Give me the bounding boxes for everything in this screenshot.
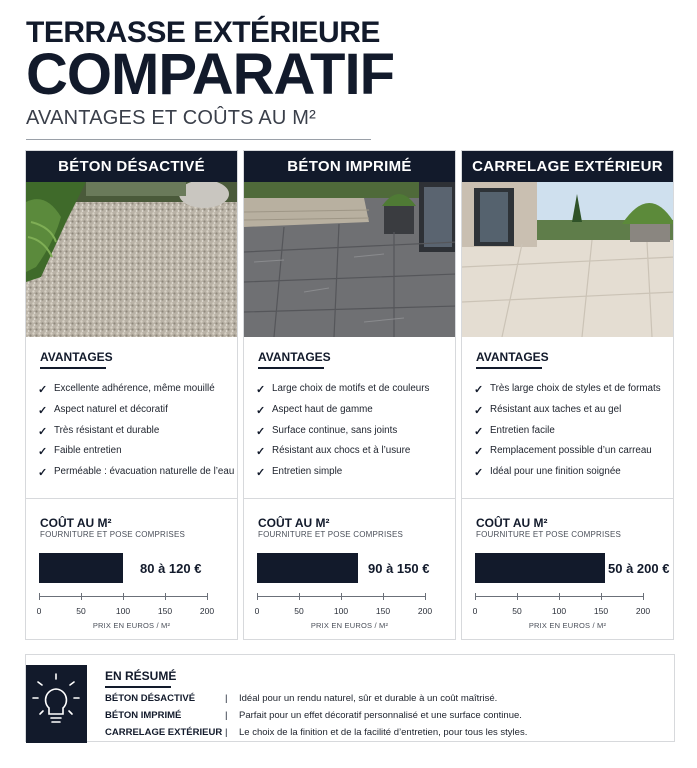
list-item: ✓ Surface continue, sans joints [256, 424, 398, 438]
axis-tick-label: 50 [76, 606, 86, 616]
advantages-list [38, 381, 234, 485]
cost-subtitle: FOURNITURE ET POSE COMPRISES [476, 530, 622, 539]
card-title: BÉTON DÉSACTIVÉ [26, 151, 237, 182]
axis-tick [257, 593, 258, 600]
comparison-cards [25, 150, 675, 640]
outdoor-tiles-photo [462, 182, 673, 337]
price-range: 50 à 200 € [608, 561, 670, 576]
cost-subtitle: FOURNITURE ET POSE COMPRISES [40, 530, 186, 539]
axis-tick [601, 593, 602, 600]
list-item: ✓ Entretien simple [256, 466, 343, 480]
advantages-underline [40, 367, 106, 369]
summary-box: EN RÉSUMÉ BÉTON DÉSACTIVÉ | Idéal pour un rendu naturel, sûr et durable à un coût maîtrisé. BÉTON IMPRIMÉ | Parfait pour un effet décoratif personnalisé et une surface continue. CARRELAGE EXTÉRIEUR | Le choix de la finition et de la facilité d’entretien, pour tous les styles. [25, 654, 675, 742]
axis-tick-label: 200 [635, 606, 651, 616]
list-item: ✓ Faible entretien [38, 445, 122, 459]
section-divider [244, 498, 455, 499]
axis-tick-label: 50 [294, 606, 304, 616]
check-icon: ✓ [474, 404, 484, 417]
axis-tick [475, 593, 476, 600]
list-item: ✓ Résistant aux taches et au gel [474, 403, 622, 417]
axis-caption: PRIX EN EUROS / M² [528, 621, 607, 630]
axis-tick [341, 593, 342, 600]
axis-tick-label: 0 [472, 606, 478, 616]
check-icon: ✓ [256, 425, 266, 438]
axis-tick [517, 593, 518, 600]
cost-title: COÛT AU M² [258, 516, 330, 530]
cost-subtitle: FOURNITURE ET POSE COMPRISES [258, 530, 404, 539]
list-item: ✓ Entretien facile [474, 424, 555, 438]
list-item: ✓ Excellente adhérence, même mouillé [38, 383, 215, 396]
axis-tick [207, 593, 208, 600]
axis-tick-label: 200 [199, 606, 215, 616]
list-item: ✓ Aspect haut de gamme [256, 403, 373, 417]
card-carrelage-exterieur [461, 150, 674, 640]
cost-title: COÛT AU M² [476, 516, 548, 530]
exposed-aggregate-concrete-photo [26, 182, 237, 337]
list-item: ✓ Idéal pour une finition soignée [474, 466, 621, 480]
axis-tick [39, 593, 40, 600]
axis-tick [425, 593, 426, 600]
card-title: BÉTON IMPRIMÉ [244, 151, 455, 182]
header-divider [26, 139, 371, 140]
axis-tick-label: 50 [512, 606, 522, 616]
check-icon: ✓ [38, 446, 48, 459]
check-icon: ✓ [256, 446, 266, 459]
cost-bar [475, 553, 605, 583]
card-beton-desactive [25, 150, 238, 640]
advantages-list [474, 381, 661, 485]
list-item: ✓ Perméable : évacuation naturelle de l’eau [38, 466, 235, 480]
axis-tick [559, 593, 560, 600]
card-beton-imprime [243, 150, 456, 640]
axis-tick-label: 150 [375, 606, 391, 616]
title-line-2: COMPARATIF [26, 42, 395, 107]
title-line-1: TERRASSE EXTÉRIEURE [26, 16, 380, 49]
check-icon: ✓ [38, 404, 48, 417]
axis-tick-label: 100 [333, 606, 349, 616]
advantages-list [256, 381, 429, 485]
axis-tick-label: 100 [551, 606, 567, 616]
check-icon: ✓ [256, 467, 266, 480]
header [26, 16, 395, 140]
check-icon: ✓ [256, 404, 266, 417]
axis-tick [643, 593, 644, 600]
advantages-title: AVANTAGES [258, 350, 331, 364]
list-item: ✓ Résistant aux chocs et à l’usure [256, 445, 411, 459]
card-title: CARRELAGE EXTÉRIEUR [462, 151, 673, 182]
price-range: 90 à 150 € [368, 561, 430, 576]
cost-bar [257, 553, 358, 583]
advantages-underline [258, 367, 324, 369]
summary-title: EN RÉSUMÉ [105, 669, 177, 683]
subtitle: AVANTAGES ET COÛTS AU M² [26, 107, 317, 129]
axis-tick-label: 100 [115, 606, 131, 616]
axis-tick-label: 200 [417, 606, 433, 616]
axis-tick [81, 593, 82, 600]
list-item: ✓ Large choix de motifs et de couleurs [256, 383, 430, 396]
price-range: 80 à 120 € [140, 561, 202, 576]
axis-tick-label: 150 [157, 606, 173, 616]
axis-caption: PRIX EN EUROS / M² [92, 621, 171, 630]
section-divider [462, 498, 673, 499]
advantages-title: AVANTAGES [476, 350, 549, 364]
axis-tick [123, 593, 124, 600]
advantages-underline [476, 367, 542, 369]
list-item: ✓ Remplacement possible d’un carreau [474, 445, 652, 459]
axis-tick-label: 0 [36, 606, 42, 616]
list-item: ✓ Très résistant et durable [38, 424, 160, 438]
check-icon: ✓ [256, 384, 266, 396]
advantages-title: AVANTAGES [40, 350, 113, 364]
summary-underline [105, 686, 171, 688]
stamped-concrete-photo [244, 182, 455, 337]
axis-caption: PRIX EN EUROS / M² [310, 621, 389, 630]
check-icon: ✓ [474, 467, 484, 480]
list-item: ✓ Aspect naturel et décoratif [38, 403, 168, 417]
cost-bar [39, 553, 123, 583]
check-icon: ✓ [474, 384, 484, 396]
check-icon: ✓ [38, 467, 48, 480]
axis-tick [383, 593, 384, 600]
lightbulb-icon [26, 665, 87, 743]
list-item: ✓ Très large choix de styles et de formats [474, 383, 661, 396]
axis-tick-label: 150 [593, 606, 609, 616]
section-divider [26, 498, 237, 499]
check-icon: ✓ [474, 446, 484, 459]
check-icon: ✓ [38, 384, 48, 396]
cost-title: COÛT AU M² [40, 516, 112, 530]
check-icon: ✓ [474, 425, 484, 438]
axis-tick-label: 0 [254, 606, 260, 616]
check-icon: ✓ [38, 425, 48, 438]
axis-tick [165, 593, 166, 600]
axis-tick [299, 593, 300, 600]
